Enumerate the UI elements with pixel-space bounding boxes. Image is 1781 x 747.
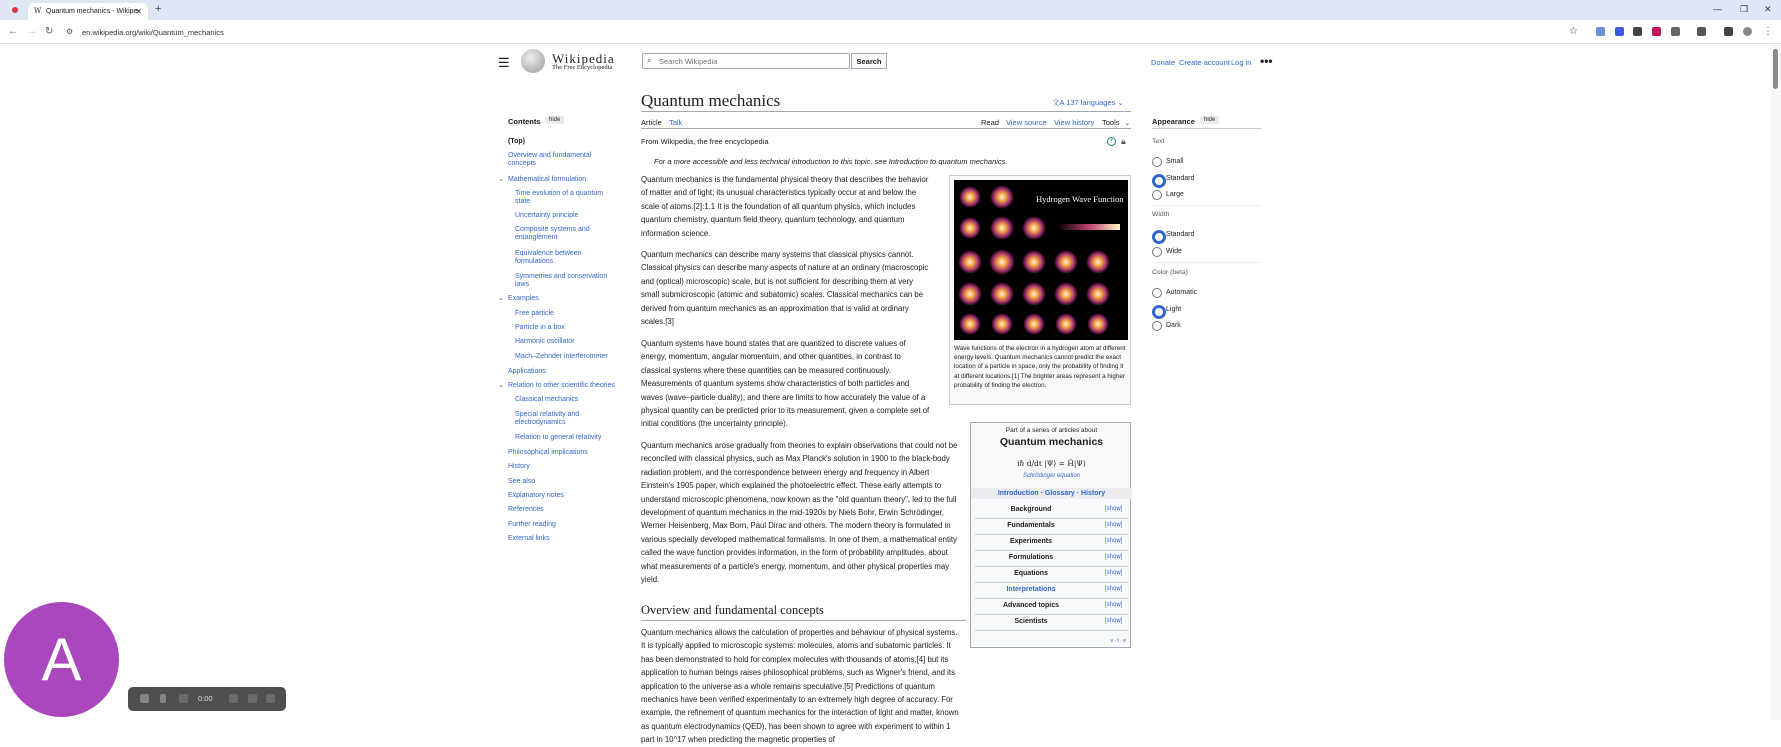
orbital-grid: [954, 180, 1128, 340]
toc-item[interactable]: Philosophical implications: [508, 449, 588, 456]
new-tab-button[interactable]: +: [155, 3, 162, 15]
toc-item[interactable]: Examples: [508, 295, 539, 302]
reload-icon[interactable]: ↻: [45, 26, 54, 37]
chevron-down-icon[interactable]: ⌄: [1124, 118, 1131, 127]
toc-item[interactable]: References: [508, 506, 544, 513]
hydrogen-wave-function-image[interactable]: [954, 180, 1128, 340]
tab-title: Quantum mechanics - Wikipe: [46, 8, 138, 15]
close-window-icon[interactable]: ✕: [1764, 4, 1772, 14]
site-info-icon[interactable]: ⚙: [66, 27, 74, 36]
divider: [1152, 262, 1262, 263]
tab-article[interactable]: Article: [641, 118, 662, 127]
series-pretitle: Part of a series of articles about: [1005, 427, 1098, 434]
log-in-link[interactable]: Log in: [1231, 58, 1252, 67]
series-row-label: Formulations: [1008, 554, 1054, 561]
toc-item[interactable]: External links: [508, 535, 550, 542]
series-title[interactable]: Quantum mechanics: [999, 436, 1104, 448]
languages-button[interactable]: 文A 137 languages ⌄: [1052, 98, 1124, 107]
paragraph: Quantum mechanics allows the calculation of properties and behaviour of physical systems. It is typically applied to microscopic systems: molecules, atoms and subatomic particles. It has been demonstrated to hold for complex molecules with thousands of atoms,[4] but its application to human beings raises philosophical problems, such as Wigner's friend, and its application to the universe as a whole remains speculative.[5] Predictions of quantum mechanics have been verified experimentally to an extremely high degree of accuracy. For example, the refinement of quantum mechanics for the interaction of light and matter, known as quantum electrodynamics (QED), has been shown to agree with experiment to within 1 part in 10^17 when predicting the magnetic properties of: [641, 628, 959, 745]
search-input[interactable]: [642, 53, 850, 69]
browser-tab[interactable]: [28, 3, 148, 20]
forward-icon[interactable]: [229, 694, 238, 703]
toc-item[interactable]: Composite systems and entanglement: [515, 226, 590, 241]
toc-item[interactable]: See also: [508, 478, 536, 485]
paragraph: Quantum systems have bound states that are quantized to discrete values of energy, momentum, angular momentum, and other quantities, in contrast to classical systems where these quantities can be measured continuously. Measurements of quantum systems show characteristics of both particles and waves (wave–particle duality), and there are limits to how accurately the value of a physical quantity can be predicted prior to its measurement, given a complete set of initial conditions (the uncertainty principle).: [641, 339, 930, 429]
tab-view-source[interactable]: View source: [1006, 118, 1047, 127]
series-row-label: Fundamentals: [1007, 522, 1055, 529]
series-row[interactable]: [971, 615, 1132, 631]
radio-color-light[interactable]: Light: [1152, 305, 1181, 314]
paragraph: Quantum mechanics can describe many systems that classical physics cannot. Classical physics can describe many aspects of nature at an ordinary (macroscopic and (optical) microscopic) scale, but is not sufficient for describing them at very small submicroscopic (atomic and subatomic) scales. Classical mechanics can be derived from quantum mechanics as an approximation that is valid at ordinary scales.[3]: [641, 250, 929, 327]
back-icon[interactable]: ←: [8, 26, 18, 37]
series-row[interactable]: [971, 599, 1132, 615]
extensions-puzzle-icon[interactable]: [1671, 27, 1680, 36]
search-placeholder: Search Wikipedia: [659, 57, 718, 66]
series-row-label[interactable]: Interpretations: [1006, 586, 1056, 593]
divider: [641, 128, 1131, 129]
rewind-icon[interactable]: [179, 694, 188, 703]
scrollbar-thumb[interactable]: [1773, 49, 1778, 89]
show-toggle[interactable]: [show]: [1105, 618, 1123, 624]
series-row[interactable]: [971, 535, 1132, 551]
toc-hide-button[interactable]: hide: [545, 116, 564, 124]
extension-icon[interactable]: [1652, 27, 1661, 36]
lock-icon[interactable]: 🔒︎: [1121, 136, 1126, 146]
record-indicator-icon: [12, 7, 18, 13]
divider: [1152, 128, 1262, 129]
series-row-label: Experiments: [1009, 538, 1053, 545]
series-row[interactable]: [971, 583, 1132, 599]
paragraph-lead: Quantum mechanics is the fundamental physical theory that describes the behavior of matter and of light; its unusual characteristics typically occur at and below the scale of atoms.[2]:1.1 It is the foundation of all quantum physics, which includes quantum chemistry, quantum field theory, quantum technology, and quantum information science.: [641, 175, 929, 238]
search-button[interactable]: Search: [851, 53, 887, 69]
schrodinger-equation: iℏ d/dt |Ψ⟩ = Ĥ|Ψ⟩: [1017, 459, 1086, 468]
trash-icon[interactable]: [266, 694, 275, 703]
languages-label: 137 languages: [1066, 98, 1116, 107]
radio-text-large[interactable]: Large: [1152, 190, 1184, 199]
vte-links[interactable]: v · t · e: [1110, 638, 1126, 644]
stop-icon[interactable]: [140, 694, 149, 703]
bookmark-star-icon[interactable]: ☆: [1569, 26, 1578, 37]
tab-talk[interactable]: Talk: [669, 118, 683, 127]
tab-read[interactable]: Read: [981, 118, 999, 127]
series-row[interactable]: [971, 519, 1132, 535]
browser-toolbar: [0, 20, 1781, 44]
close-tab-icon[interactable]: ✕: [135, 7, 142, 16]
width-heading: Width: [1152, 211, 1170, 218]
toc-item[interactable]: Overview and fundamental concepts: [508, 152, 592, 167]
section-heading: Overview and fundamental concepts: [641, 603, 824, 617]
wikipedia-wordmark[interactable]: Wikipedia: [552, 51, 615, 66]
recording-time: 0:00: [198, 694, 213, 703]
toc-item-top[interactable]: (Top): [508, 138, 525, 145]
chevron-down-icon[interactable]: ⌄: [498, 382, 504, 389]
show-toggle[interactable]: [show]: [1105, 506, 1123, 512]
toc-title: Contents: [508, 117, 541, 126]
extension-icon[interactable]: [1596, 27, 1605, 36]
url-text: en.wikipedia.org/wiki/Quantum_mechanics: [82, 28, 224, 37]
image-title: Hydrogen Wave Function: [1036, 194, 1124, 204]
radio-width-standard[interactable]: Standard: [1152, 230, 1194, 239]
toc-item[interactable]: Further reading: [508, 521, 556, 528]
toc-item[interactable]: Mathematical formulation: [508, 176, 587, 183]
series-row[interactable]: [971, 567, 1132, 583]
radio-color-automatic[interactable]: Automatic: [1152, 288, 1197, 297]
wikipedia-globe-logo[interactable]: [521, 49, 545, 73]
toc-item[interactable]: Equivalence between formulations: [515, 250, 582, 265]
toc-item[interactable]: Classical mechanics: [515, 396, 579, 403]
toc-item[interactable]: Special relativity and electrodynamics: [515, 411, 580, 426]
series-links[interactable]: Introduction · Glossary · History: [971, 488, 1132, 499]
show-toggle[interactable]: [show]: [1105, 522, 1123, 528]
chevron-down-icon[interactable]: ⌄: [498, 295, 504, 302]
series-row[interactable]: [971, 503, 1132, 519]
page-scrollbar[interactable]: [1771, 45, 1781, 720]
good-article-icon[interactable]: +: [1107, 137, 1116, 146]
settings-icon[interactable]: [248, 694, 257, 703]
series-row-label: Advanced topics: [1002, 602, 1059, 609]
toc-item[interactable]: Harmonic oscillator: [515, 338, 575, 345]
radio-text-standard[interactable]: Standard: [1152, 174, 1194, 183]
language-icon: 文A: [1052, 98, 1067, 107]
divider: [1152, 205, 1262, 206]
show-toggle[interactable]: [show]: [1105, 538, 1123, 544]
toc-item[interactable]: Mach–Zehnder interferometer: [515, 353, 608, 360]
wikipedia-favicon-icon: W: [34, 7, 42, 15]
profile-icon[interactable]: [1743, 27, 1752, 36]
show-toggle[interactable]: [show]: [1105, 586, 1123, 592]
color-heading: Color (beta): [1152, 269, 1188, 276]
toc-item[interactable]: Symmetries and conservation laws: [515, 273, 608, 288]
image-caption: Wave functions of the electron in a hydrogen atom at different energy levels. Quantum mechanics cannot predict the exact location of a particle in space, only the probability of finding it at different locations.[1] The brighter areas represent a higher probability of finding the electron.: [954, 345, 1126, 389]
appearance-hide-button[interactable]: hide: [1200, 116, 1219, 124]
show-toggle[interactable]: [show]: [1105, 570, 1123, 576]
pause-icon[interactable]: [160, 694, 166, 703]
wikipedia-tagline: The Free Encyclopedia: [552, 64, 613, 71]
forward-icon[interactable]: →: [27, 26, 37, 37]
appearance-title: Appearance: [1152, 117, 1195, 126]
toc-item[interactable]: Particle in a box: [515, 324, 565, 331]
tagline: From Wikipedia, the free encyclopedia: [641, 137, 769, 146]
image-thumbnail: [949, 175, 1131, 405]
hatnote: For a more accessible and less technical introduction to this topic, see Introduction to quantum mechanics.: [654, 157, 1008, 166]
browser-menu-icon[interactable]: ⋮: [1763, 26, 1773, 37]
divider: [641, 111, 1131, 112]
extension-icon[interactable]: [1615, 27, 1624, 36]
search-icon: ⌕: [647, 56, 652, 65]
radio-color-dark[interactable]: Dark: [1152, 321, 1181, 330]
donate-link[interactable]: Donate: [1151, 58, 1176, 67]
chevron-down-icon[interactable]: ⌄: [498, 176, 504, 183]
toc-item[interactable]: Uncertainty principle: [515, 212, 579, 219]
avatar: A: [4, 602, 119, 717]
toc-item[interactable]: Explanatory notes: [508, 492, 565, 499]
toc-item[interactable]: Free particle: [515, 310, 554, 317]
minimize-icon[interactable]: —: [1713, 4, 1722, 14]
toc-item[interactable]: Relation to other scientific theories: [508, 382, 615, 389]
show-toggle[interactable]: [show]: [1105, 602, 1123, 608]
radio-width-wide[interactable]: Wide: [1152, 247, 1182, 256]
user-menu-icon[interactable]: •••: [1260, 54, 1273, 68]
series-row-label: Equations: [1014, 570, 1048, 577]
sidebar-icon[interactable]: [1697, 27, 1706, 36]
recording-controls: [128, 687, 286, 711]
toc-item[interactable]: Relation to general relativity: [515, 434, 602, 441]
page-title: Quantum mechanics: [641, 91, 781, 110]
divider: [641, 620, 966, 621]
series-sidebar: [970, 422, 1131, 648]
text-size-heading: Text: [1152, 138, 1165, 145]
maximize-icon[interactable]: ❐: [1740, 4, 1749, 14]
download-icon[interactable]: [1724, 27, 1733, 36]
toc-item[interactable]: Time evolution of a quantum state: [515, 190, 604, 205]
radio-text-small[interactable]: Small: [1152, 157, 1184, 166]
show-toggle[interactable]: [show]: [1105, 554, 1123, 560]
extension-icon[interactable]: [1633, 27, 1642, 36]
toc-item[interactable]: History: [508, 463, 530, 470]
series-row-label: Scientists: [1014, 618, 1048, 625]
main-menu-icon[interactable]: ☰: [498, 55, 510, 70]
browser-tab-strip: [0, 0, 1781, 20]
equation-caption[interactable]: Schrödinger equation: [1022, 473, 1081, 479]
series-row-label: Background: [1010, 506, 1052, 513]
tab-view-history[interactable]: View history: [1054, 118, 1095, 127]
toc-item[interactable]: Applications: [508, 368, 546, 375]
tools-menu[interactable]: Tools: [1102, 118, 1120, 127]
create-account-link[interactable]: Create account: [1179, 58, 1230, 67]
address-bar[interactable]: [66, 24, 1576, 40]
series-row[interactable]: [971, 551, 1132, 567]
paragraph: Quantum mechanics arose gradually from theories to explain observations that could not be reconciled with classical physics, such as Max Planck's solution in 1900 to the black-body radiation problem, and the correspondence between energy and frequency in Albert Einstein's 1905 paper, which explained the photoelectric effect. These early attempts to understand microscopic phenomena, now known as the "old quantum theory", led to the full development of quantum mechanics in the mid-1920s by Niels Bohr, Erwin Schrödinger, Werner Heisenberg, Max Born, Paul Dirac and others. The modern theory is formulated in various specially developed mathematical formalisms. In one of them, a mathematical entity called the wave function provides information, in the form of probability amplitudes, about what measurements of a particle's energy, momentum, and other physical properties may yield.: [641, 441, 958, 585]
